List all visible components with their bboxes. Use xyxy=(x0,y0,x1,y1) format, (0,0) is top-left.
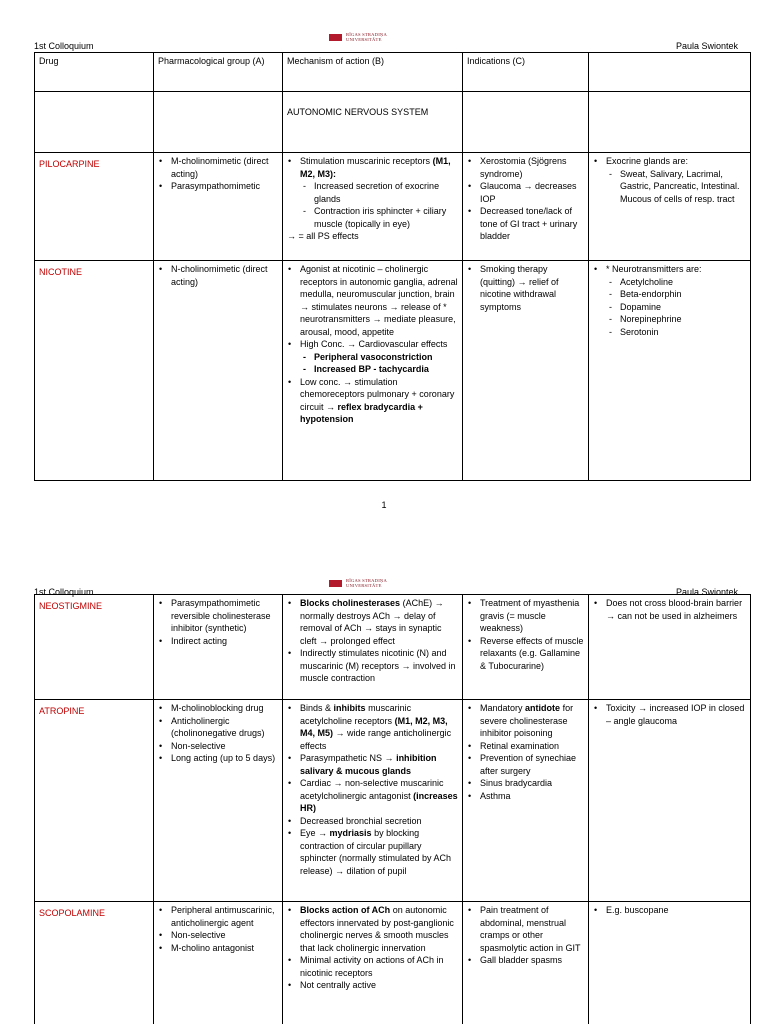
list-item: • Parasympathetic NS → inhibition salivary & mucous glands xyxy=(287,752,458,777)
list-item: • Toxicity → increased IOP in closed – angle glaucoma xyxy=(593,702,746,727)
list-item: • E.g. buscopane xyxy=(593,904,746,917)
group-cell xyxy=(154,700,283,902)
sub-item: - Increased secretion of exocrine glands xyxy=(300,180,458,205)
col-header-drug: Drug xyxy=(35,53,154,92)
mechanism-cell xyxy=(283,700,463,902)
sub-item: - Increased BP - tachycardia xyxy=(300,363,458,376)
list-item: • Anticholinergic (cholinonegative drugs) xyxy=(158,715,278,740)
extra-cell xyxy=(589,595,751,700)
list-item: • Not centrally active xyxy=(287,979,458,992)
list-item: • Blocks action of ACh on autonomic effectors innervated by post-ganglionic cholinergic nerves & smooth muscles that lack cholinergic innervation xyxy=(287,904,458,954)
list-item: • Non-selective xyxy=(158,929,278,942)
indications-cell xyxy=(463,902,589,1024)
university-logo: RĪGAS STRADIŅA UNIVERSITĀTE xyxy=(329,578,409,592)
drug-name: NICOTINE xyxy=(35,261,154,481)
list-item: • M-cholinomimetic (direct acting) xyxy=(158,155,278,180)
list-item: • Minimal activity on actions of ACh in nicotinic receptors xyxy=(287,954,458,979)
drug-table xyxy=(34,594,751,1024)
extra-cell xyxy=(589,700,751,902)
list-item: • Indirectly stimulates nicotinic (N) and muscarinic (M) receptors → involved in muscle contraction xyxy=(287,647,458,685)
list-item: • Low conc. → stimulation chemoreceptors pulmonary + coronary circuit → reflex bradycardia + hypotension xyxy=(287,376,458,426)
list-item: • Blocks cholinesterases (AChE) → normally destroys ACh → delay of removal of ACh → stays in synaptic cleft → prolonged effect xyxy=(287,597,458,647)
list-item: • Mandatory antidote for severe cholinesterase inhibitor poisoning xyxy=(467,702,584,740)
list-item: • Sinus bradycardia xyxy=(467,777,584,790)
sub-item: - Dopamine xyxy=(606,301,746,314)
col-header-extra xyxy=(589,53,751,92)
col-header-mechanism: Mechanism of action (B) xyxy=(283,53,463,92)
group-cell xyxy=(154,153,283,261)
mechanism-cell xyxy=(283,261,463,481)
section-row xyxy=(35,92,751,153)
list-item: • Decreased tone/lack of tone of GI tract + urinary bladder xyxy=(467,205,584,243)
mechanism-cell xyxy=(283,902,463,1024)
indications-cell xyxy=(463,153,589,261)
table-row-scopolamine xyxy=(35,902,751,1024)
list-item: • Gall bladder spasms xyxy=(467,954,584,967)
mechanism-summary: → = all PS effects xyxy=(287,231,359,241)
list-item: • Exocrine glands are: - Sweat, Salivary, Lacrimal, Gastric, Pancreatic, Intestinal. Mucous of cells of resp. tract xyxy=(593,155,746,205)
table-header-row xyxy=(35,53,751,92)
logo-mark xyxy=(329,34,342,41)
list-item: • Agonist at nicotinic – cholinergic receptors in autonomic ganglia, adrenal medulla, neuromuscular junction, brain → stimulates neurons → release of * neurotransmitters → mediate pleasure, arousal, mood, appetite xyxy=(287,263,458,338)
list-item: • M-cholino antagonist xyxy=(158,942,278,955)
group-cell xyxy=(154,261,283,481)
list-item: • Parasympathomimetic reversible cholinesterase inhibitor (synthetic) xyxy=(158,597,278,635)
section-title: AUTONOMIC NERVOUS SYSTEM xyxy=(283,92,463,153)
drug-name: NEOSTIGMINE xyxy=(35,595,154,700)
list-item: • Long acting (up to 5 days) xyxy=(158,752,278,765)
indications-cell xyxy=(463,700,589,902)
university-logo: RĪGAS STRADIŅA UNIVERSITĀTE xyxy=(329,32,409,46)
list-item: • M-cholinoblocking drug xyxy=(158,702,278,715)
header-left: 1st Colloquium xyxy=(34,41,94,51)
list-item: • Decreased bronchial secretion xyxy=(287,815,458,828)
list-item: • Parasympathomimetic xyxy=(158,180,278,193)
indications-cell xyxy=(463,261,589,481)
sub-item: - Contraction iris sphincter + ciliary muscle (topically in eye) xyxy=(300,205,458,230)
header-right: Paula Swiontek xyxy=(675,41,738,51)
extra-cell xyxy=(589,902,751,1024)
list-item: • * Neurotransmitters are: - Acetylcholine - Beta-endorphin - Dopamine - Norepinephrine - Serotonin xyxy=(593,263,746,338)
drug-name: ATROPINE xyxy=(35,700,154,902)
table-row-atropine xyxy=(35,700,751,902)
table-row-nicotine xyxy=(35,261,751,481)
group-cell xyxy=(154,902,283,1024)
list-item: • Reverse effects of muscle relaxants (e.g. Gallamine & Tubocurarine) xyxy=(467,635,584,673)
sub-item: - Norepinephrine xyxy=(606,313,746,326)
list-item: • Pain treatment of abdominal, menstrual cramps or other spasmolytic action in GIT xyxy=(467,904,584,954)
list-item: • Eye → mydriasis by blocking contraction of circular pupillary sphincter (normally stimulated by ACh release) → dilation of pupil xyxy=(287,827,458,877)
list-item: • Treatment of myasthenia gravis (= muscle weakness) xyxy=(467,597,584,635)
list-item: • Peripheral antimuscarinic, anticholinergic agent xyxy=(158,904,278,929)
list-item: • Prevention of synechiae after surgery xyxy=(467,752,584,777)
mechanism-cell xyxy=(283,153,463,261)
table-row-pilocarpine xyxy=(35,153,751,261)
sub-item: - Peripheral vasoconstriction xyxy=(300,351,458,364)
mechanism-cell xyxy=(283,595,463,700)
list-item: • Indirect acting xyxy=(158,635,278,648)
list-item: • Binds & inhibits muscarinic acetylcholine receptors (M1, M2, M3, M4, M5) → wide range anticholinergic effects xyxy=(287,702,458,752)
list-item: • Retinal examination xyxy=(467,740,584,753)
drug-table xyxy=(34,52,751,481)
list-item: • Glaucoma → decreases IOP xyxy=(467,180,584,205)
col-header-indications: Indications (C) xyxy=(463,53,589,92)
list-item: • Asthma xyxy=(467,790,584,803)
sub-item: - Beta-endorphin xyxy=(606,288,746,301)
header-left: 1st Colloquium xyxy=(34,587,94,597)
list-item: • N-cholinomimetic (direct acting) xyxy=(158,263,278,288)
drug-name: SCOPOLAMINE xyxy=(35,902,154,1024)
list-item: • Does not cross blood-brain barrier → can not be used in alzheimers xyxy=(593,597,746,622)
extra-cell xyxy=(589,261,751,481)
list-item: • Stimulation muscarinic receptors (M1, M2, M3): - Increased secretion of exocrine glands - Contraction iris sphincter + ciliary muscle (topically in eye) xyxy=(287,155,458,230)
list-item: • Smoking therapy (quitting) → relief of nicotine withdrawal symptoms xyxy=(467,263,584,313)
list-item: • Non-selective xyxy=(158,740,278,753)
sub-item: - Acetylcholine xyxy=(606,276,746,289)
extra-cell xyxy=(589,153,751,261)
sub-item: - Serotonin xyxy=(606,326,746,339)
logo-mark xyxy=(329,580,342,587)
group-cell xyxy=(154,595,283,700)
table-row-neostigmine xyxy=(35,595,751,700)
col-header-group: Pharmacological group (A) xyxy=(154,53,283,92)
page-number: 1 xyxy=(381,500,387,510)
header-right: Paula Swiontek xyxy=(675,587,738,597)
list-item: • Cardiac → non-selective muscarinic acetylcholinergic antagonist (increases HR) xyxy=(287,777,458,815)
list-item: • High Conc. → Cardiovascular effects - Peripheral vasoconstriction - Increased BP - tachycardia xyxy=(287,338,458,376)
drug-name: PILOCARPINE xyxy=(35,153,154,261)
indications-cell xyxy=(463,595,589,700)
list-item: • Xerostomia (Sjögrens syndrome) xyxy=(467,155,584,180)
sub-item: - Sweat, Salivary, Lacrimal, Gastric, Pancreatic, Intestinal. Mucous of cells of resp. tract xyxy=(606,168,746,206)
